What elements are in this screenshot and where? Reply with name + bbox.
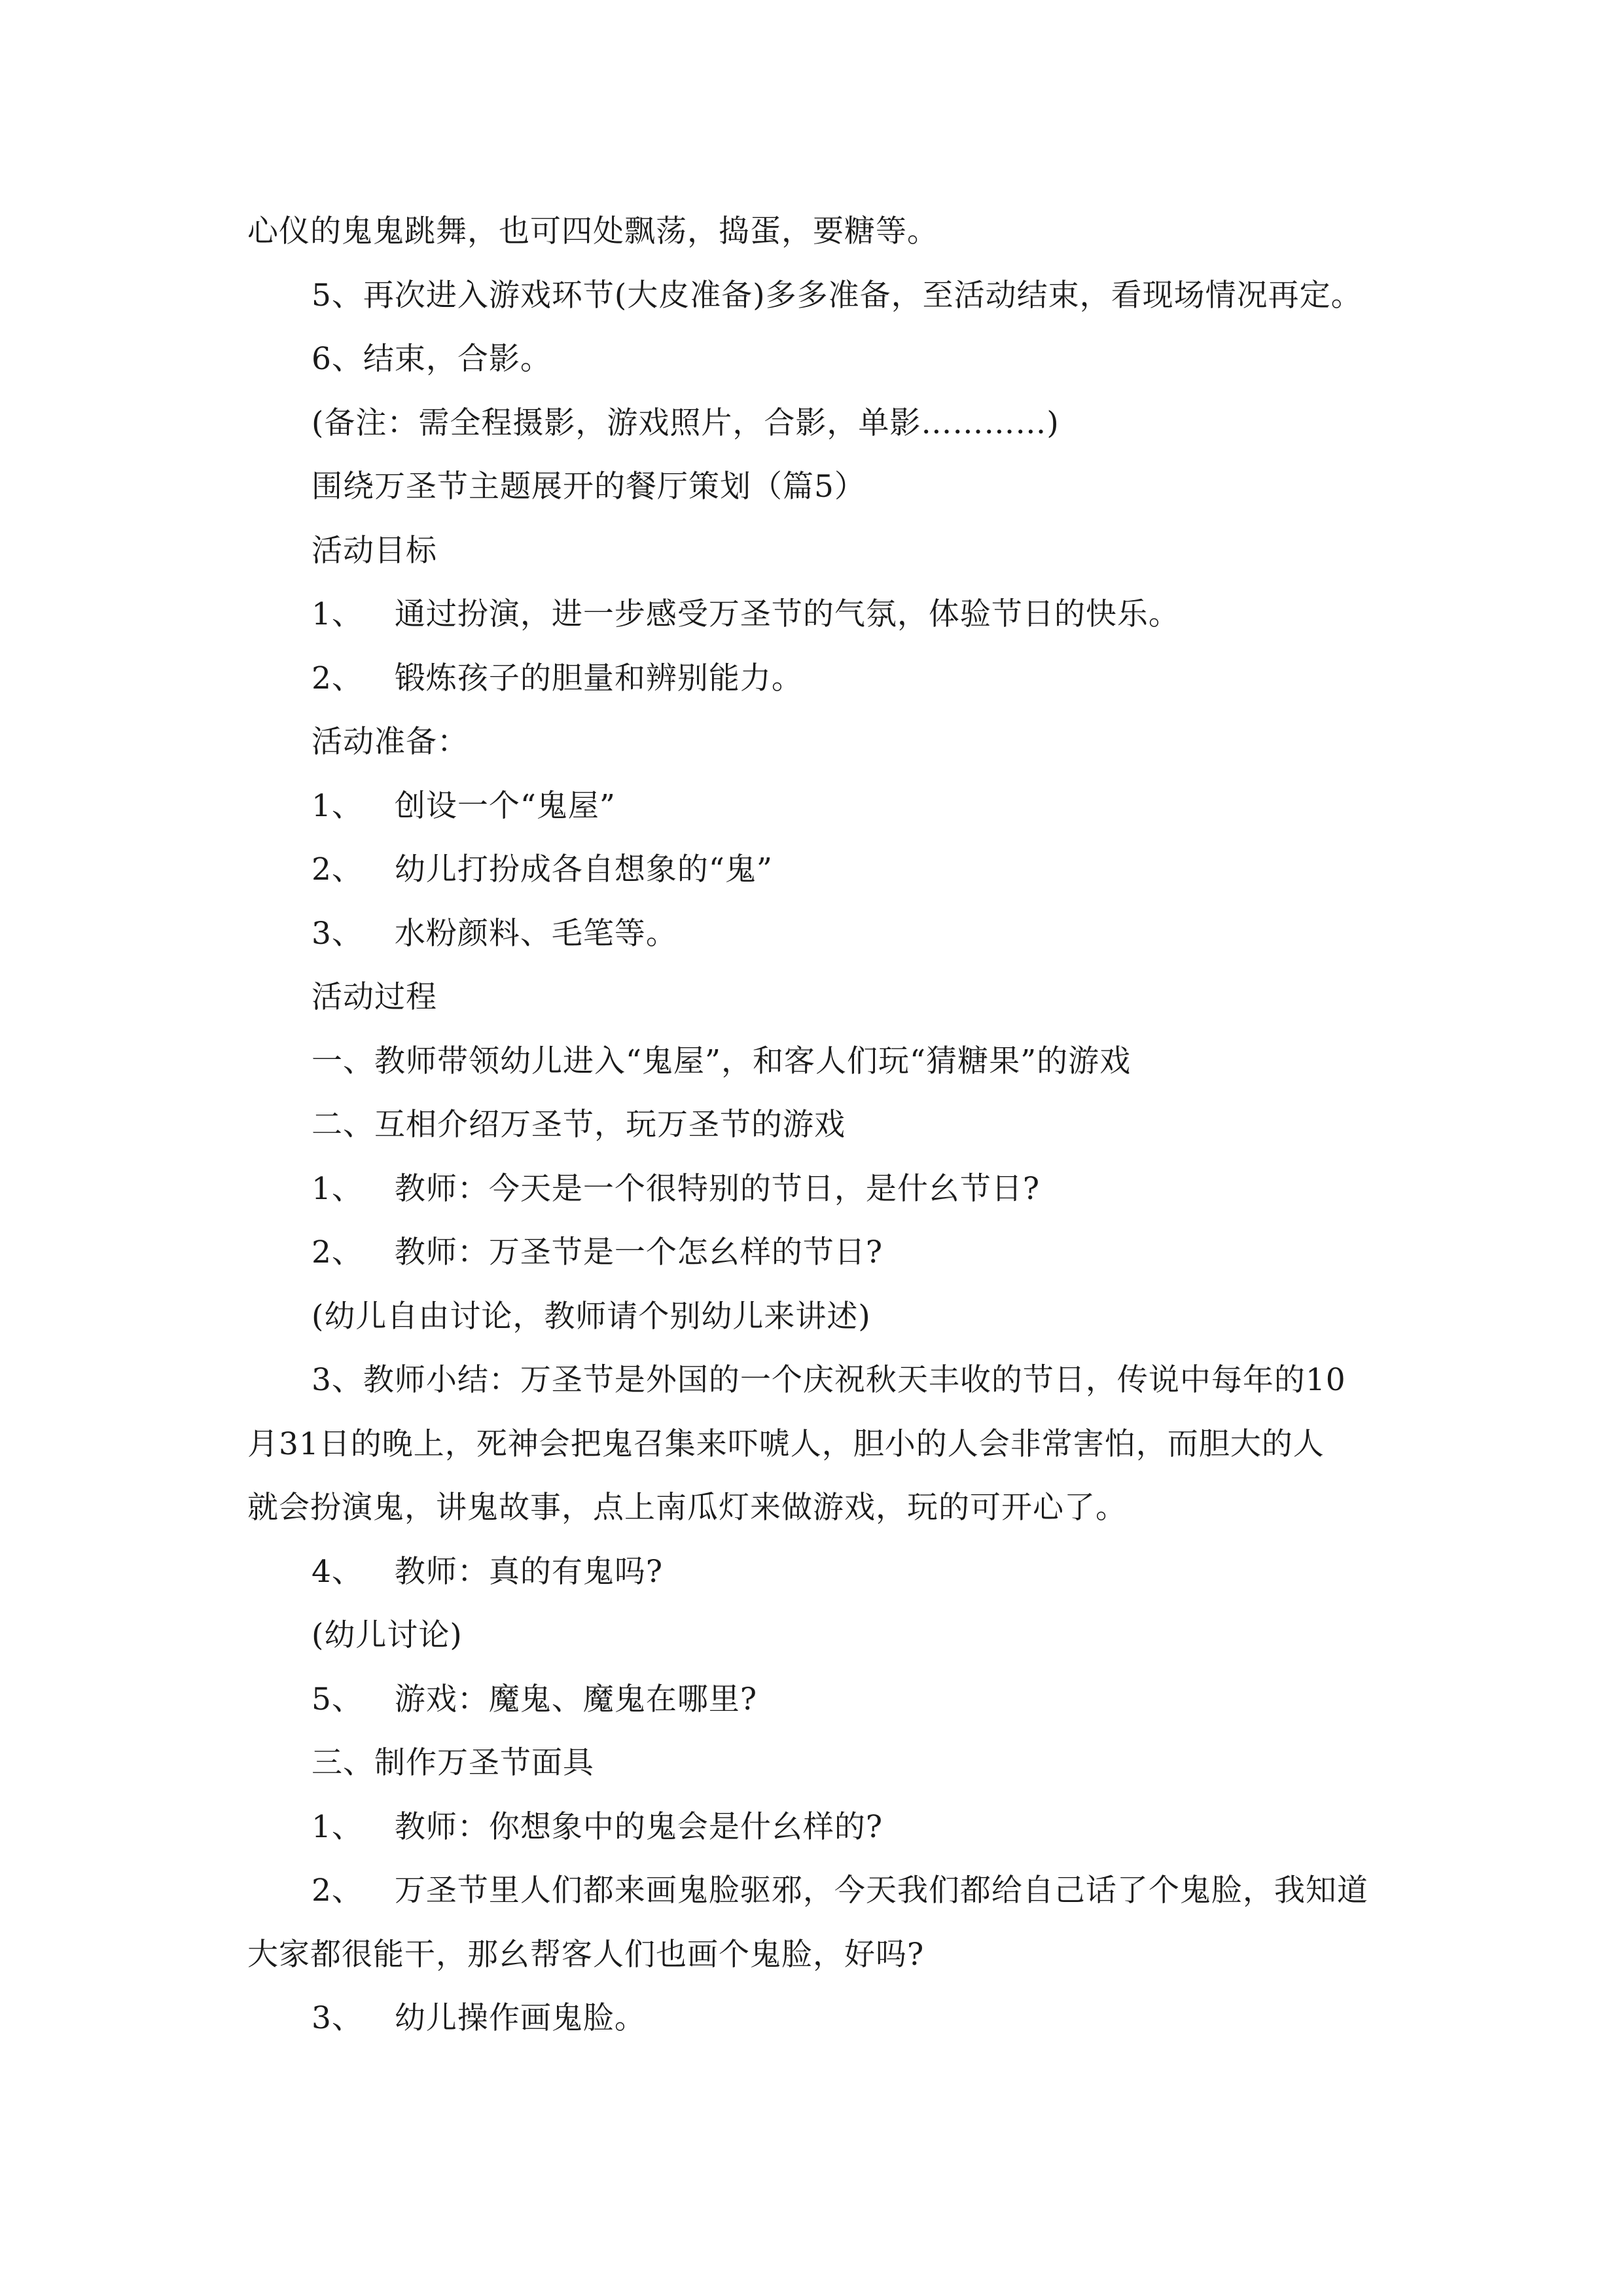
line-text: 活动目标 xyxy=(312,532,437,569)
paragraph-line xyxy=(247,391,1393,456)
line-text: 教师：你想象中的鬼会是什幺样的? xyxy=(394,1808,883,1845)
paragraph-line xyxy=(247,1093,1393,1157)
item-number: 3、 xyxy=(312,915,363,952)
item-number: 1、 xyxy=(312,1170,363,1207)
numbered-item xyxy=(247,1986,1393,2051)
paragraph-line xyxy=(247,1030,1393,1094)
paragraph-line xyxy=(247,1348,1393,1412)
line-text: (幼儿自由讨论，教师请个别幼儿来讲述) xyxy=(312,1298,871,1335)
body-text xyxy=(247,200,1393,2051)
paragraph-line xyxy=(247,1923,1393,1987)
item-number: 5、 xyxy=(312,1681,363,1717)
line-text: 游戏：魔鬼、魔鬼在哪里? xyxy=(394,1681,758,1717)
numbered-item xyxy=(247,774,1393,838)
line-text: 3、教师小结：万圣节是外国的一个庆祝秋天丰收的节日，传说中每年的10 xyxy=(312,1362,1346,1398)
line-text: 通过扮演，进一步感受万圣节的气氛，体验节日的快乐。 xyxy=(394,596,1180,632)
line-text: 活动过程 xyxy=(312,979,437,1015)
section-heading xyxy=(247,455,1393,519)
line-text: 教师：真的有鬼吗? xyxy=(394,1553,664,1590)
paragraph-line xyxy=(247,1285,1393,1349)
line-text: (幼儿讨论) xyxy=(312,1617,463,1653)
item-number: 2、 xyxy=(312,1234,363,1270)
line-text: 幼儿操作画鬼脸。 xyxy=(394,2000,646,2036)
line-text: 幼儿打扮成各自想象的“鬼” xyxy=(394,852,773,888)
numbered-item xyxy=(247,838,1393,902)
line-text: 活动准备： xyxy=(312,724,469,760)
line-text: 三、制作万圣节面具 xyxy=(312,1745,594,1781)
paragraph-line xyxy=(247,1412,1393,1477)
line-text: 教师：今天是一个很特别的节日，是什幺节日? xyxy=(394,1170,1041,1207)
item-number: 1、 xyxy=(312,787,363,824)
numbered-item xyxy=(247,647,1393,711)
numbered-item xyxy=(247,1859,1393,1923)
subheading xyxy=(247,519,1393,583)
line-text: 水粉颜料、毛笔等。 xyxy=(394,915,677,952)
subheading xyxy=(247,710,1393,774)
line-text: 一、教师带领幼儿进入“鬼屋”，和客人们玩“猜糖果”的游戏 xyxy=(312,1043,1132,1079)
paragraph-line xyxy=(247,264,1393,328)
line-text: 心仪的鬼鬼跳舞，也可四处飘荡，捣蛋，要糖等。 xyxy=(247,213,938,249)
subheading xyxy=(247,965,1393,1030)
line-text: 二、互相介绍万圣节，玩万圣节的游戏 xyxy=(312,1107,846,1143)
item-number: 1、 xyxy=(312,596,363,632)
paragraph-line xyxy=(247,200,1393,264)
numbered-item xyxy=(247,1795,1393,1859)
paragraph-line xyxy=(247,1604,1393,1668)
paragraph-line xyxy=(247,1476,1393,1540)
item-number: 2、 xyxy=(312,852,363,888)
paragraph-line xyxy=(247,327,1393,391)
paragraph-line xyxy=(247,1731,1393,1795)
item-number: 3、 xyxy=(312,2000,363,2036)
numbered-item xyxy=(247,1221,1393,1285)
line-text: 5、再次进入游戏环节(大皮准备)多多准备，至活动结束，看现场情况再定。 xyxy=(312,277,1363,314)
line-text: (备注：需全程摄影，游戏照片，合影，单影…………) xyxy=(312,404,1060,441)
line-text: 6、结束，合影。 xyxy=(312,341,552,377)
item-number: 4、 xyxy=(312,1553,363,1590)
line-text: 围绕万圣节主题展开的餐厅策划（篇5） xyxy=(312,469,866,505)
line-text: 就会扮演鬼，讲鬼故事，点上南瓜灯来做游戏，玩的可开心了。 xyxy=(247,1490,1127,1526)
numbered-item xyxy=(247,583,1393,647)
line-text: 教师：万圣节是一个怎幺样的节日? xyxy=(394,1234,883,1270)
numbered-item xyxy=(247,902,1393,966)
line-text: 创设一个“鬼屋” xyxy=(394,787,616,824)
item-number: 2、 xyxy=(312,660,363,696)
line-text: 月31日的晚上，死神会把鬼召集来吓唬人，胆小的人会非常害怕，而胆大的人 xyxy=(247,1426,1325,1462)
line-text: 万圣节里人们都来画鬼脸驱邪，今天我们都给自己话了个鬼脸，我知道 xyxy=(394,1873,1368,1909)
item-number: 2、 xyxy=(312,1873,363,1909)
numbered-item xyxy=(247,1540,1393,1604)
line-text: 大家都很能干，那幺帮客人们也画个鬼脸，好吗? xyxy=(247,1936,925,1973)
line-text: 锻炼孩子的胆量和辨别能力。 xyxy=(394,660,803,696)
numbered-item xyxy=(247,1157,1393,1221)
numbered-item xyxy=(247,1668,1393,1732)
item-number: 1、 xyxy=(312,1808,363,1845)
